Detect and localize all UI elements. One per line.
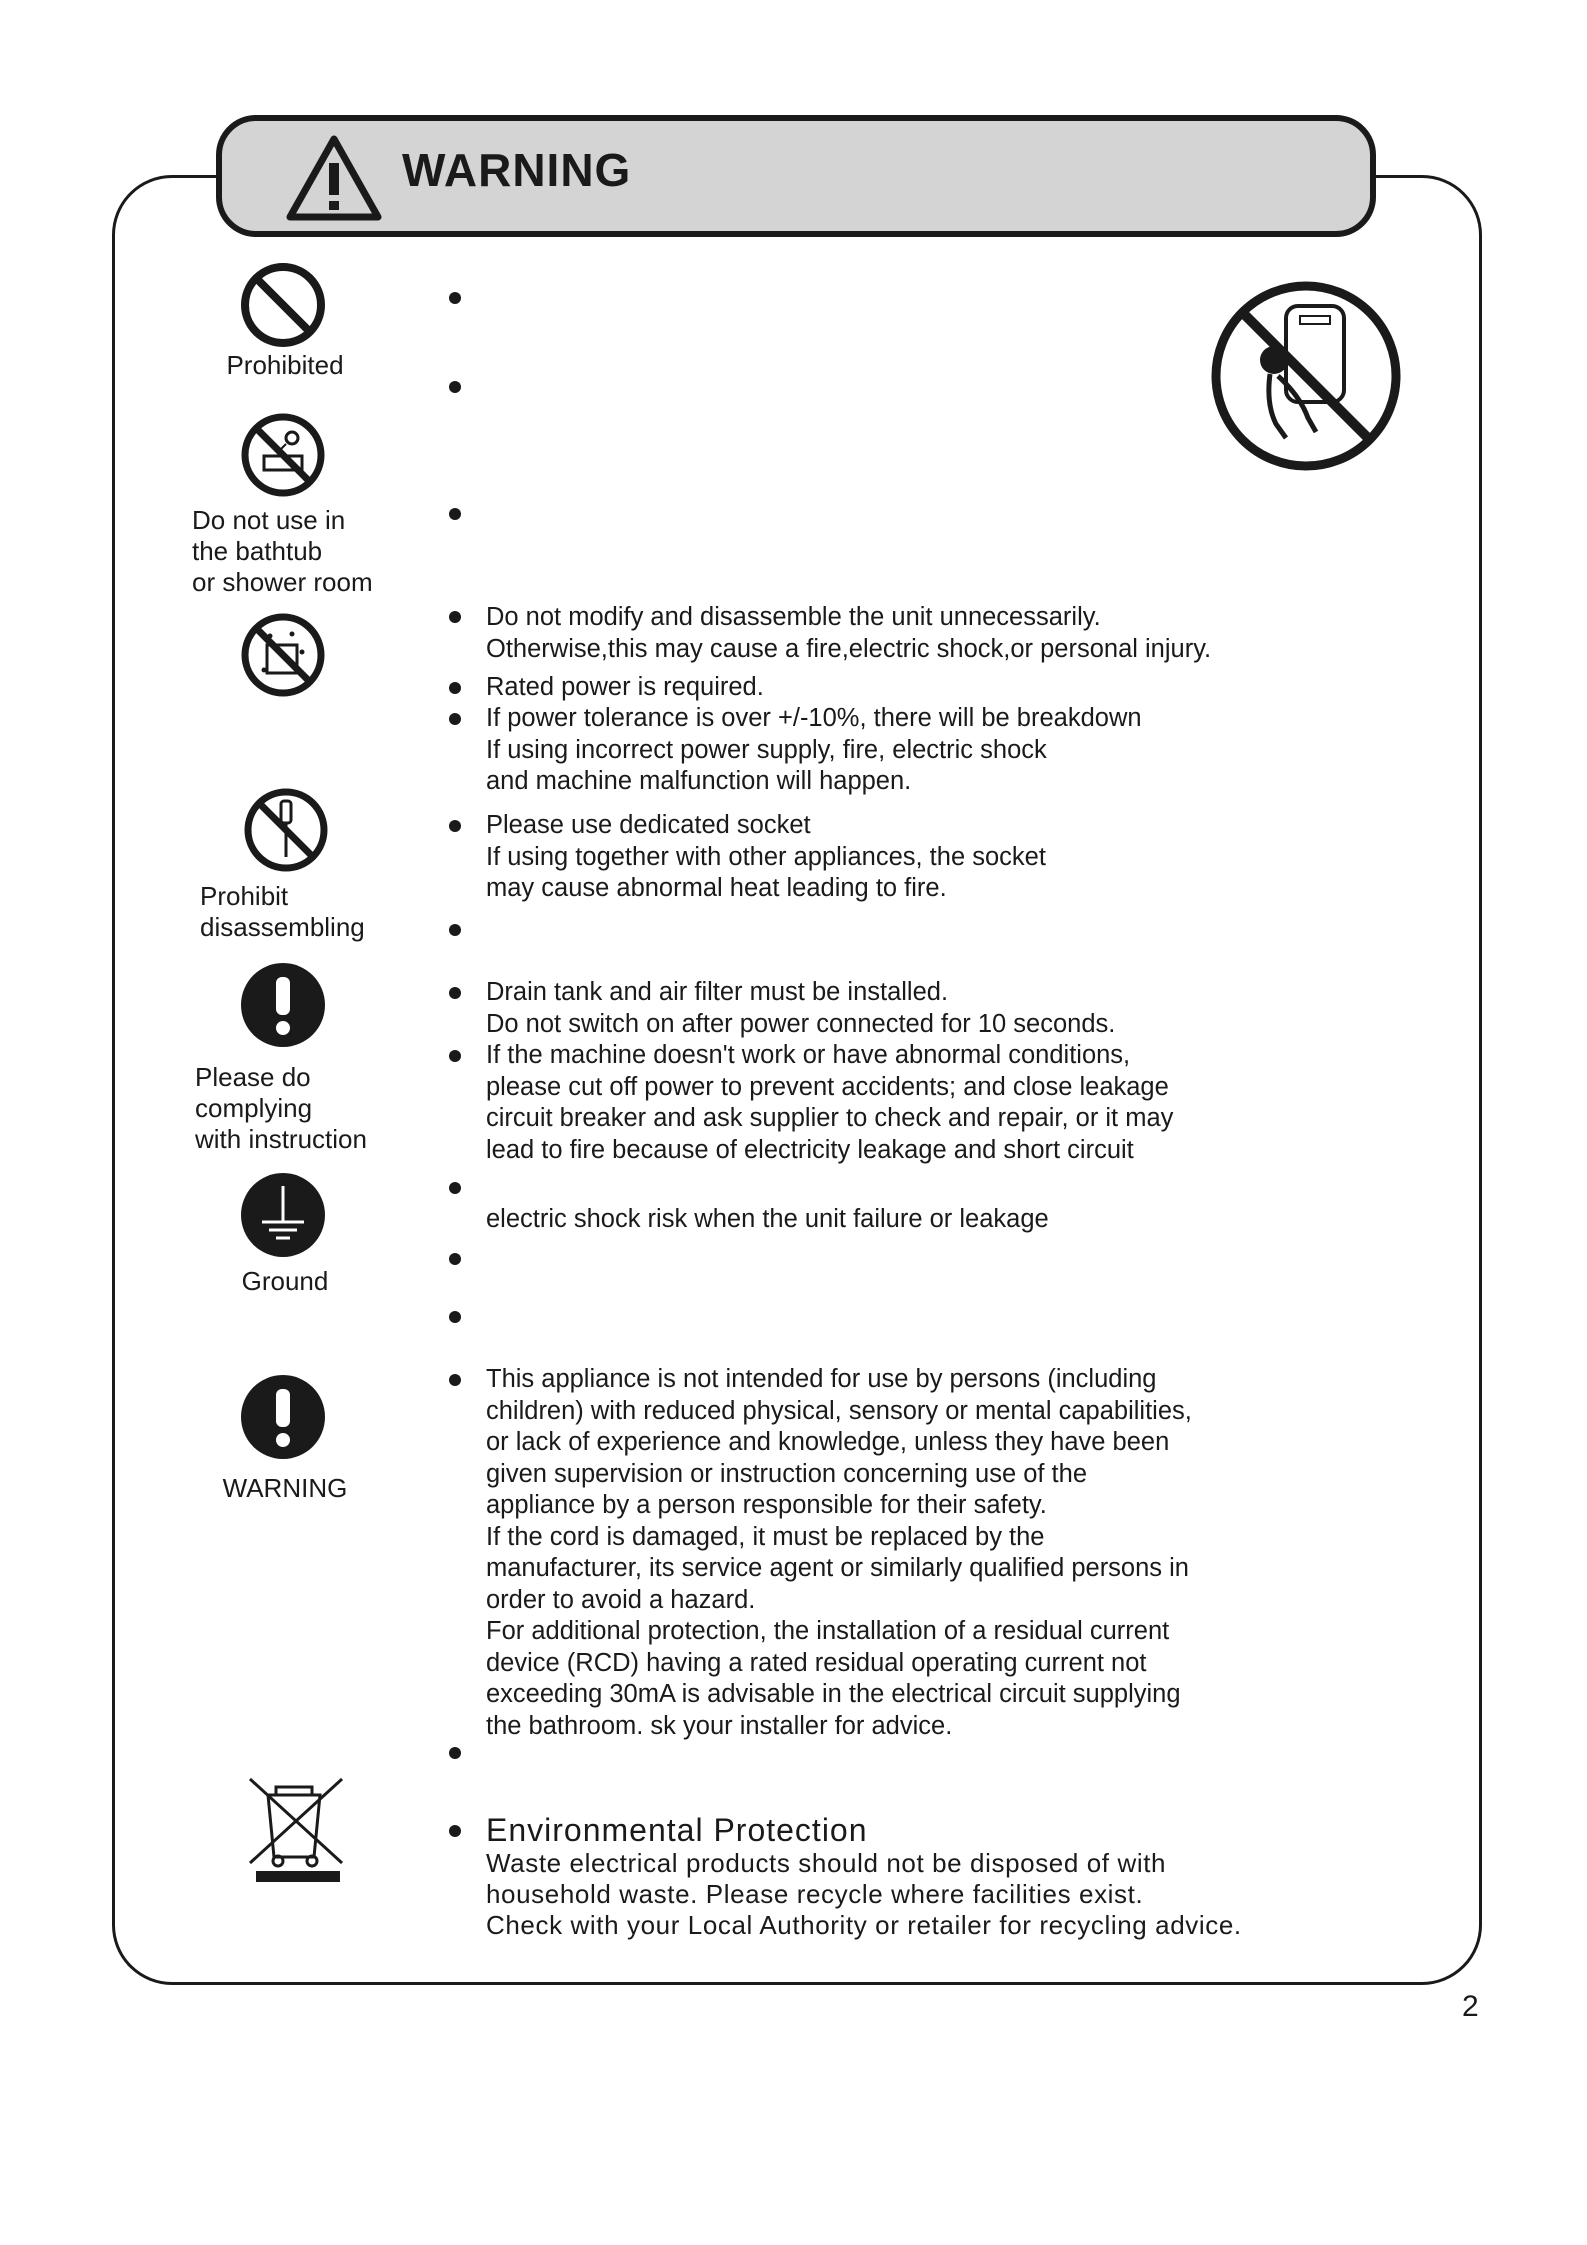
ground-label: Ground — [241, 1266, 329, 1296]
item-modify: Do not modify and disassemble the unit unnecessarily. Otherwise,this may cause a fire,electric shock,or personal injury. — [486, 603, 1212, 663]
no-screwdriver-icon — [243, 787, 329, 873]
environment-text: Waste electrical products should not be disposed of with household waste. Please recycle where facilities exist. Check with your Local Authority or retailer for recycling advice. — [486, 1848, 1242, 1940]
bullet — [449, 611, 461, 623]
prohibited-icon — [240, 262, 326, 348]
bathtub-label: Do not use in the bathtub or shower room — [192, 505, 373, 597]
bullet — [449, 820, 461, 832]
item-socket: Please use dedicated socket If using together with other appliances, the socket may cause abnormal heat leading to fire. — [486, 811, 1046, 902]
page-number: 2 — [1462, 1990, 1479, 2023]
ground-icon — [240, 1172, 326, 1258]
warning-header — [216, 115, 1376, 237]
environment-title: Environmental Protection — [486, 1812, 868, 1848]
warning-label: WARNING — [222, 1473, 348, 1503]
exclamation-warning-icon — [240, 1374, 326, 1460]
bullet — [449, 682, 461, 694]
item-tolerance: If power tolerance is over +/-10%, there will be breakdown If using incorrect power supply, fire, electric shock and machine malfunction will happen. — [486, 704, 1142, 795]
no-child-play-icon — [1208, 278, 1404, 474]
item-abnormal: If the machine doesn't work or have abnormal conditions, please cut off power to prevent accidents; and close leakage circuit breaker and ask supplier to check and repair, or it may lead to fire because of electricity leakage and short circuit — [486, 1041, 1174, 1164]
warning-triangle-icon — [286, 135, 382, 221]
bullet — [449, 1182, 461, 1194]
item-appliance: This appliance is not intended for use by persons (including children) with reduced physical, sensory or mental capabilities, or lack of experience and knowledge, unless they have been given supervision or instruction concerning use of the appliance by a person responsible for their safety. If the cord is damaged, it must be replaced by the manufacturer, its service agent or similarly qualified persons in order to avoid a hazard. For additional protection, the installation of a residual current device (RCD) having a rated residual operating current not exceeding 30mA is advisable in the electrical circuit supplying the bathroom. sk your installer for advice. — [486, 1365, 1192, 1740]
header-title: WARNING — [402, 144, 632, 196]
weee-crossed-bin-icon — [246, 1775, 346, 1883]
bullet — [449, 1825, 461, 1837]
no-bathtub-icon — [240, 412, 326, 498]
bullet — [449, 1050, 461, 1062]
bullet — [449, 1253, 461, 1265]
disassemble-label: Prohibit disassembling — [200, 881, 365, 942]
bullet — [449, 292, 461, 304]
bullet — [449, 713, 461, 725]
item-shock-risk: electric shock risk when the unit failure or leakage — [486, 1205, 1049, 1233]
bullet — [449, 924, 461, 936]
bullet — [449, 508, 461, 520]
bullet — [449, 1311, 461, 1323]
bullet — [449, 1747, 461, 1759]
item-drain: Drain tank and air filter must be installed. Do not switch on after power connected for 10 seconds. — [486, 978, 1116, 1038]
bullet — [449, 1374, 461, 1386]
prohibited-label: Prohibited — [226, 350, 344, 380]
bullet — [449, 987, 461, 999]
instruction-label: Please do complying with instruction — [195, 1062, 367, 1154]
exclamation-icon — [240, 962, 326, 1048]
item-rated-power: Rated power is required. — [486, 673, 764, 701]
no-wet-hands-icon — [240, 612, 326, 698]
bullet — [449, 381, 461, 393]
